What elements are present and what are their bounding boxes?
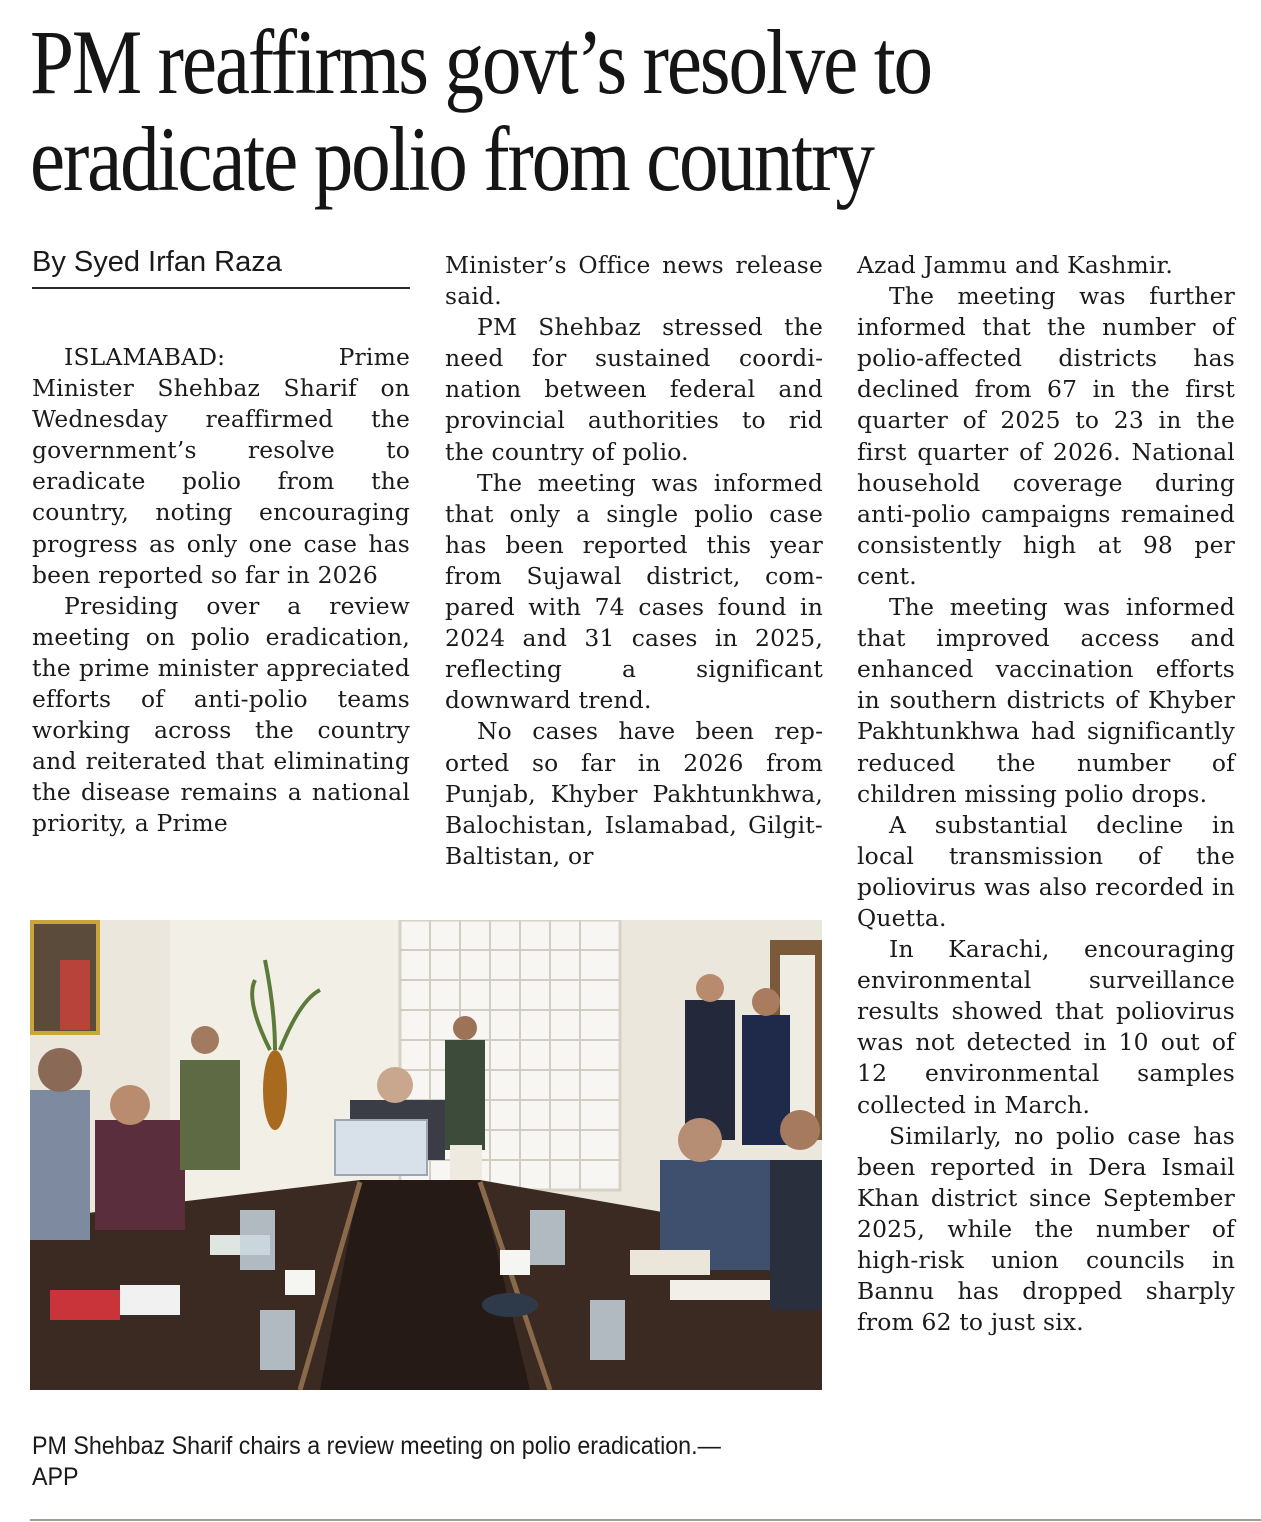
name-plate <box>500 1250 530 1275</box>
standing-person <box>685 1000 735 1140</box>
paragraph: A substantial decline in local transmission of the poliovirus was also recorded in Quetta. <box>857 810 1235 932</box>
paragraph: PM Shehbaz stressed the need for sustained coordination between federal and provincial authorities to rid the country of polio. <box>445 313 823 466</box>
paragraph: In Karachi, encouraging environmental surveillance results showed that poliovirus was not detected in 10 out of 12 environmental samples collected in March. <box>857 935 1235 1119</box>
speakerphone <box>482 1293 538 1317</box>
paragraph-continued: Minister’s Office news release said. <box>445 251 823 311</box>
meeting-photo <box>30 920 822 1390</box>
paragraph: The meeting was informed that improved access and enhanced vaccination efforts in southern districts of Khyber Pakhtunkhwa had significantly reduced the number of children missing polio drops. <box>857 593 1235 808</box>
paragraph-continued: Azad Jammu and Kashmir. <box>857 251 1173 279</box>
paragraph: Similarly, no polio case has been reported in Dera Ismail Khan district since September 2025, while the number of high-risk union councils in Bannu has dropped sharply from 62 to just six. <box>857 1121 1235 1337</box>
paragraph: The meeting was informed that only a single polio case has been reported this year from Sujawal district, compared with 74 cases found in 2024 and 31 cases in 2025, reflecting a significant downward trend. <box>445 468 823 715</box>
paragraph: The meeting was further informed that the number of polio-affected districts has declined from 67 in the first quarter of 2025 to 23 in the first quarter of 2026. National household coverage during anti-polio campaigns remained consistently high at 98 per cent. <box>857 282 1235 590</box>
headline-line-2: eradicate polio from country <box>30 108 873 210</box>
paragraph: No cases have been reported so far in 2026 from Punjab, Khyber Pakhtunkhwa, Balochistan, Islamabad, Gilgit-Baltistan, or <box>445 717 823 870</box>
paragraph: Presiding over a review meeting on polio eradication, the prime minister appreciated efforts of anti-polio teams working across the country and reiterated that eliminating the disease remains a national priority, a Prime <box>32 591 410 838</box>
water-jug <box>530 1210 565 1265</box>
water-jug <box>260 1310 295 1370</box>
seated-person <box>30 1090 90 1240</box>
folder <box>50 1290 120 1320</box>
water-jug <box>590 1300 625 1360</box>
seated-person <box>770 1160 822 1310</box>
photo-caption: PM Shehbaz Sharif chairs a review meeting on polio eradication.—APP <box>32 1432 721 1491</box>
name-plate <box>285 1270 315 1295</box>
headline-line-1: PM reaffirms govt’s resolve to <box>30 11 931 113</box>
article-column-3 <box>857 250 1235 1338</box>
paragraph-dateline: ISLAMABAD: Prime Minister Shehbaz Sharif on Wednesday reaffirmed the government’s resolve to eradicate polio from the country, noting encouraging progress as only one case has been reported so far in 2026 <box>32 343 410 589</box>
water-jug <box>240 1210 275 1270</box>
byline: By Syed Irfan Raza <box>32 245 410 289</box>
seated-person <box>180 1060 240 1170</box>
headline <box>30 11 1079 210</box>
bottom-divider <box>30 1519 1261 1521</box>
standing-person <box>445 1040 485 1150</box>
laptop <box>335 1120 427 1175</box>
meeting-photo-illustration <box>30 920 822 1390</box>
article-column-2 <box>445 250 823 872</box>
article-column-1 <box>32 342 410 840</box>
seated-person <box>95 1120 185 1230</box>
